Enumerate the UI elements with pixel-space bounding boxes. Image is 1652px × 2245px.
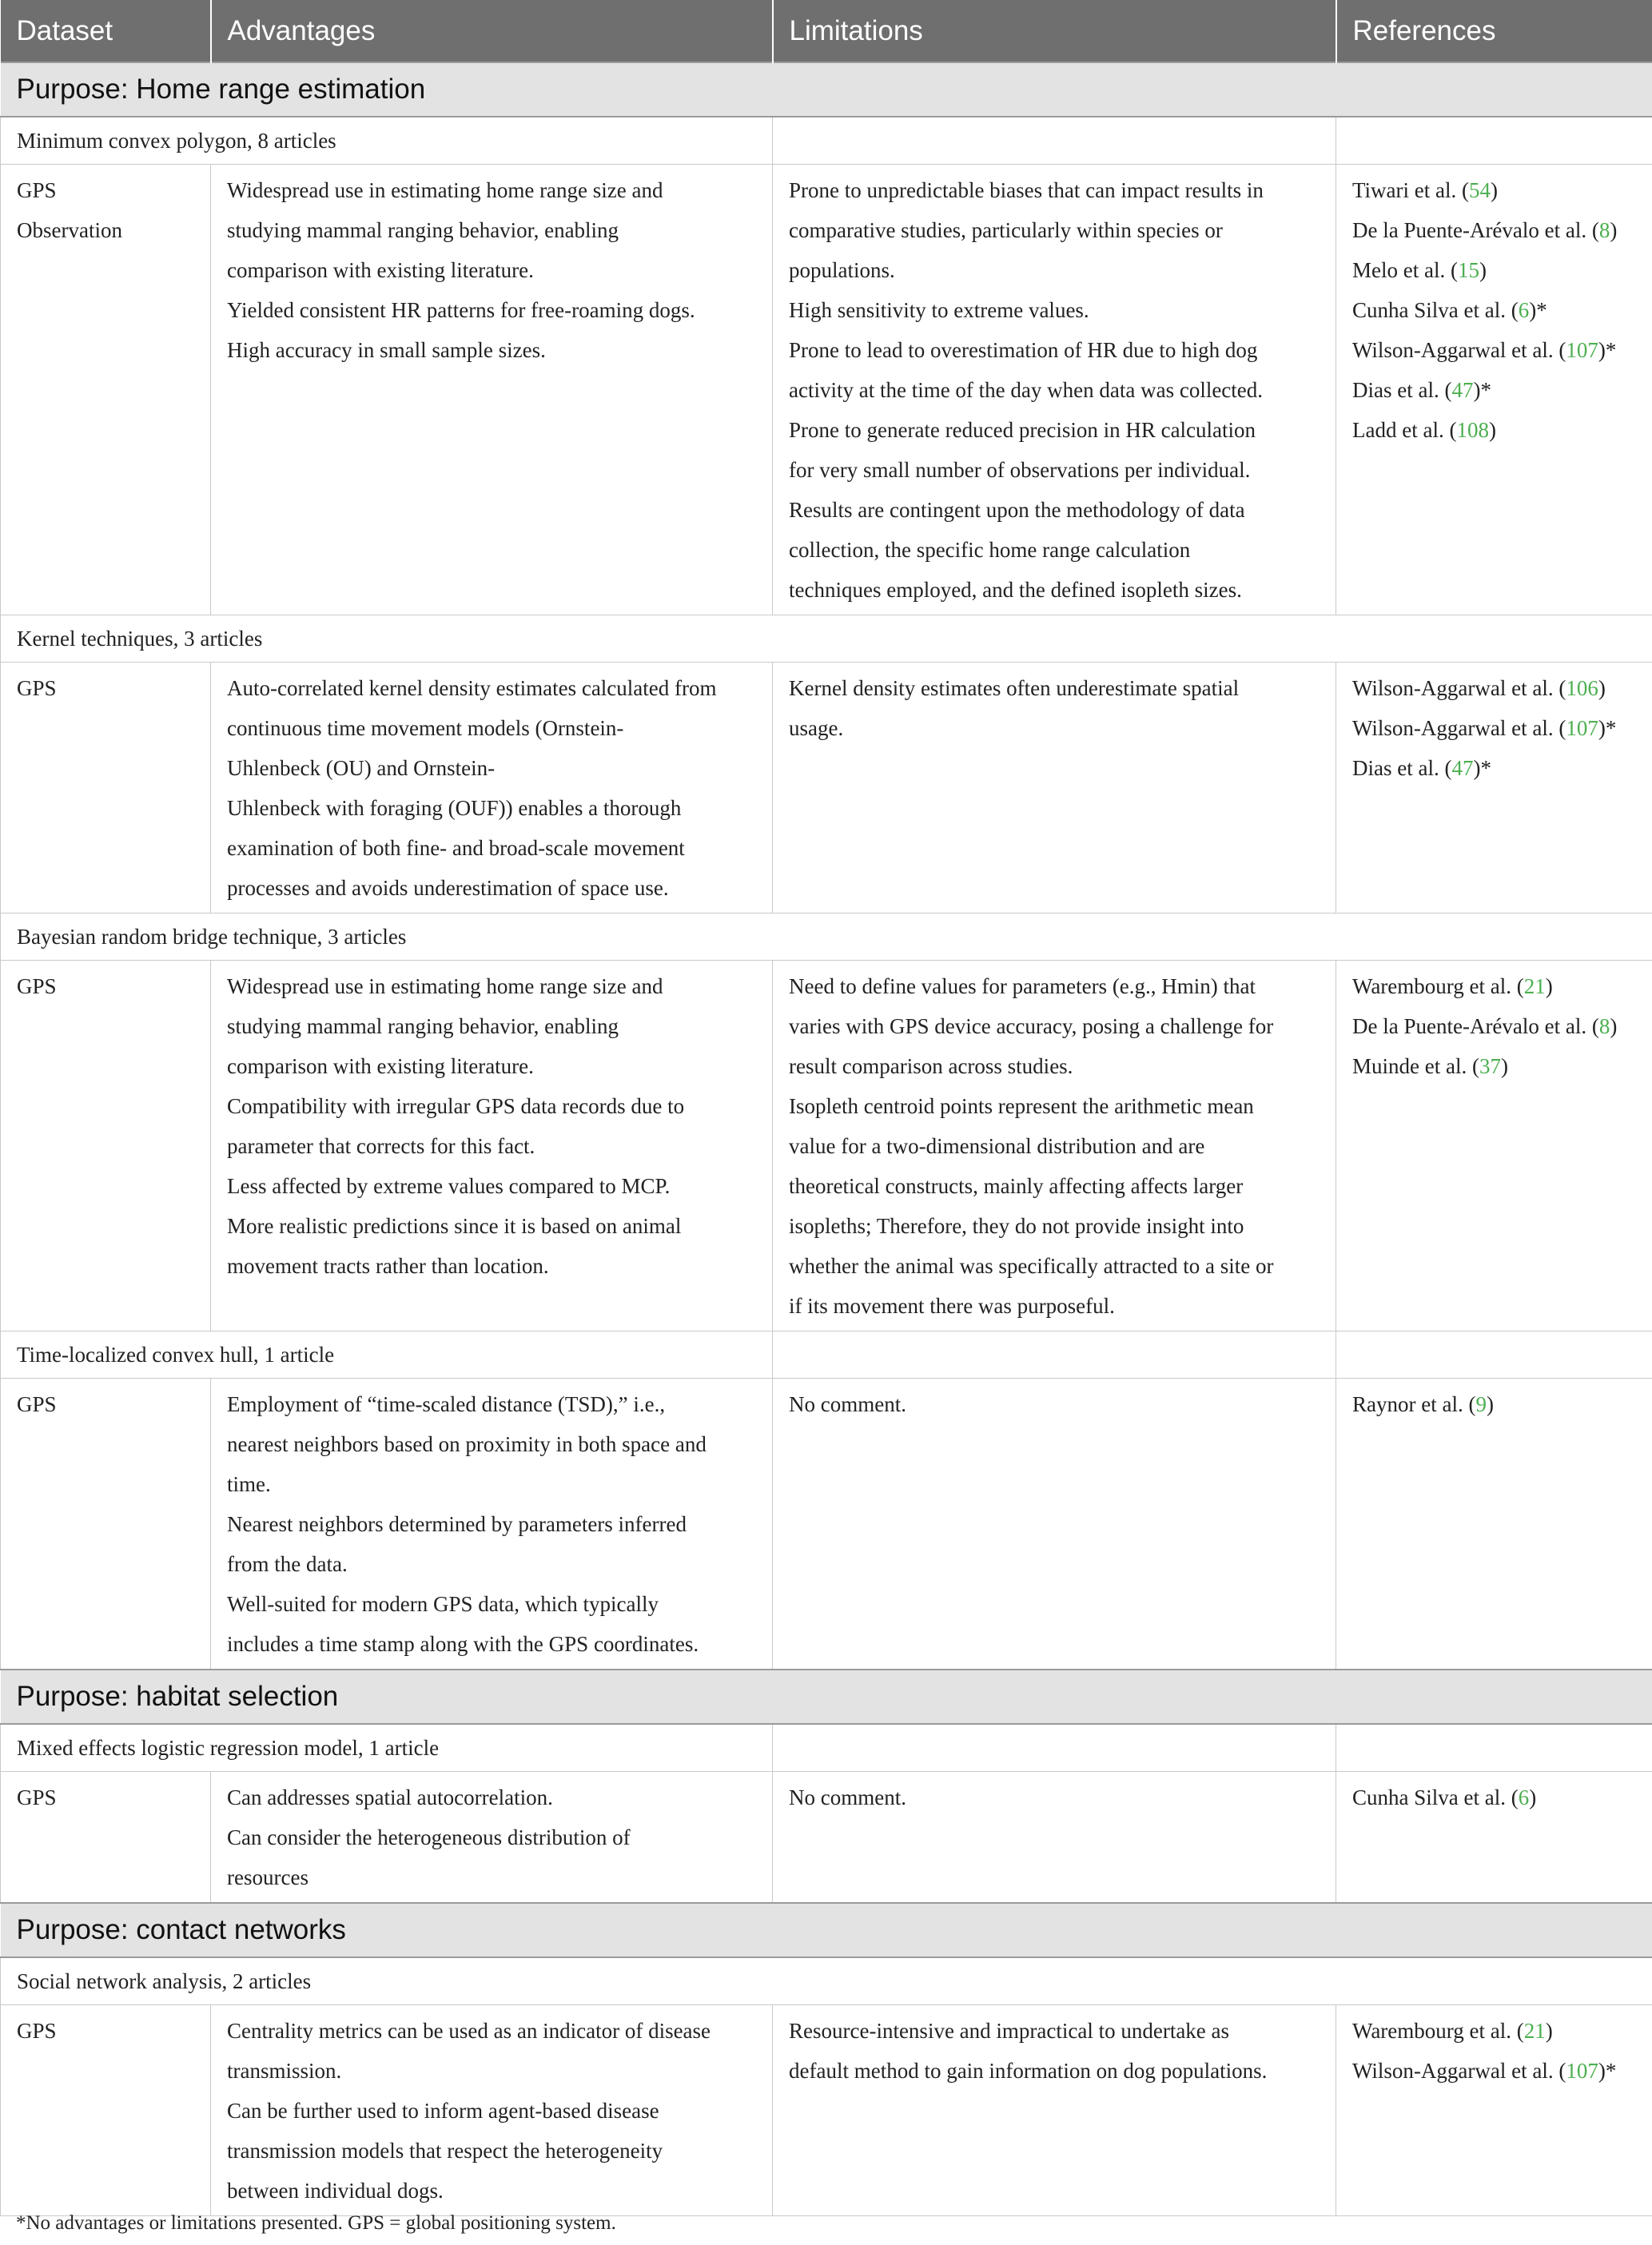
advantage-line: Can addresses spatial autocorrelation.	[227, 1785, 553, 1809]
advantage-line: comparison with existing literature.	[227, 1054, 534, 1078]
reference-entry: Wilson-Aggarwal et al. (106)	[1352, 676, 1606, 700]
reference-author: Wilson-Aggarwal et al.	[1352, 338, 1554, 362]
method-row	[1, 615, 1652, 663]
limitation-line: High sensitivity to extreme values.	[789, 298, 1089, 322]
limitation-line: result comparison across studies.	[789, 1054, 1073, 1078]
advantage-line: Yielded consistent HR patterns for free-roaming dogs.	[227, 298, 695, 322]
header-advantages: Advantages	[211, 0, 773, 62]
advantage-line: continuous time movement models (Ornstein-	[227, 716, 624, 740]
method-empty-cell	[1336, 1331, 1652, 1379]
reference-author: Ladd et al.	[1352, 418, 1444, 442]
advantage-line: Nearest neighbors determined by parameters inferred	[227, 1512, 687, 1536]
advantage-line: time.	[227, 1472, 271, 1496]
limitation-line: whether the animal was specifically attracted to a site or	[789, 1254, 1274, 1278]
limitation-line: Need to define values for parameters (e.g., Hmin) that	[789, 974, 1256, 998]
references-cell	[1336, 165, 1652, 615]
limitations-cell	[773, 961, 1336, 1331]
advantage-line: resources	[227, 1865, 309, 1889]
reference-entry: Wilson-Aggarwal et al. (107)*	[1352, 338, 1617, 362]
limitation-line: varies with GPS device accuracy, posing a challenge for	[789, 1014, 1274, 1038]
reference-entry: Wilson-Aggarwal et al. (107)*	[1352, 2059, 1617, 2083]
purpose-label: Purpose: contact networks	[1, 1903, 1652, 1957]
method-name: Social network analysis, 2 articles	[1, 1957, 1652, 2005]
references-cell	[1336, 663, 1652, 914]
limitation-line: No comment.	[789, 1392, 906, 1416]
advantage-line: Compatibility with irregular GPS data records due to	[227, 1094, 685, 1118]
advantage-line: More realistic predictions since it is based on animal	[227, 1214, 682, 1238]
method-empty-cell	[1336, 1724, 1652, 1772]
reference-author: Dias et al.	[1352, 756, 1439, 780]
purpose-label: Purpose: habitat selection	[1, 1670, 1652, 1724]
advantage-line: examination of both fine- and broad-scale movement	[227, 836, 685, 860]
reference-author: Cunha Silva et al.	[1352, 1785, 1506, 1809]
reference-entry: De la Puente-Arévalo et al. (8)	[1352, 218, 1618, 242]
method-empty-cell	[773, 1331, 1336, 1379]
purpose-row	[1, 1670, 1652, 1724]
limitations-cell	[773, 663, 1336, 914]
limitation-line: isopleths; Therefore, they do not provide insight into	[789, 1214, 1244, 1238]
advantage-line: studying mammal ranging behavior, enabling	[227, 1014, 619, 1038]
reference-author: Wilson-Aggarwal et al.	[1352, 676, 1554, 700]
reference-author: Dias et al.	[1352, 378, 1439, 402]
reference-entry: Dias et al. (47)*	[1352, 756, 1491, 780]
method-empty-cell	[773, 117, 1336, 165]
table-row	[1, 2005, 1652, 2216]
method-empty-cell	[773, 1724, 1336, 1772]
dataset-line: Observation	[17, 218, 122, 242]
limitation-line: populations.	[789, 258, 895, 282]
reference-entry: Warembourg et al. (21)	[1352, 974, 1553, 998]
limitation-line: comparative studies, particularly within species or	[789, 218, 1223, 242]
reference-star: *	[1605, 338, 1617, 362]
purpose-label: Purpose: Home range estimation	[1, 62, 1652, 117]
dataset-line: GPS	[17, 1392, 57, 1416]
limitation-line: Kernel density estimates often underestimate spatial	[789, 676, 1240, 700]
dataset-cell	[1, 2005, 211, 2216]
advantage-line: comparison with existing literature.	[227, 258, 534, 282]
table-row	[1, 1379, 1652, 1670]
reference-entry: Warembourg et al. (21)	[1352, 2019, 1553, 2043]
reference-author: Tiwari et al.	[1352, 178, 1457, 202]
citation-link: 21	[1523, 974, 1546, 998]
advantage-line: Uhlenbeck (OU) and Ornstein-	[227, 756, 496, 780]
limitations-cell	[773, 165, 1336, 615]
table-row	[1, 663, 1652, 914]
advantage-line: Employment of “time-scaled distance (TSD),” i.e.,	[227, 1392, 666, 1416]
method-name: Time-localized convex hull, 1 article	[1, 1331, 773, 1379]
advantages-cell	[211, 165, 773, 615]
references-cell	[1336, 961, 1652, 1331]
reference-entry: Cunha Silva et al. (6)	[1352, 1785, 1537, 1809]
reference-star: *	[1536, 298, 1547, 322]
citation-link: 6	[1518, 1785, 1530, 1809]
advantage-line: Uhlenbeck with foraging (OUF)) enables a thorough	[227, 796, 682, 820]
limitation-line: Prone to unpredictable biases that can impact results in	[789, 178, 1264, 202]
advantage-line: from the data.	[227, 1552, 348, 1576]
advantages-cell	[211, 961, 773, 1331]
reference-entry: Muinde et al. (37)	[1352, 1054, 1508, 1078]
citation-link: 107	[1566, 2059, 1598, 2083]
citation-link: 54	[1469, 178, 1491, 202]
citation-link: 107	[1566, 716, 1598, 740]
dataset-cell	[1, 961, 211, 1331]
reference-star: *	[1480, 756, 1491, 780]
reference-author: Raynor et al.	[1352, 1392, 1463, 1416]
reference-author: Warembourg et al.	[1352, 2019, 1512, 2043]
reference-author: De la Puente-Arévalo et al.	[1352, 1014, 1587, 1038]
advantage-line: Widespread use in estimating home range size and	[227, 974, 663, 998]
method-name: Minimum convex polygon, 8 articles	[1, 117, 773, 165]
advantage-line: High accuracy in small sample sizes.	[227, 338, 546, 362]
limitations-cell	[773, 1379, 1336, 1670]
limitation-line: activity at the time of the day when data was collected.	[789, 378, 1264, 402]
advantage-line: movement tracts rather than location.	[227, 1254, 549, 1278]
reference-star: *	[1480, 378, 1491, 402]
dataset-line: GPS	[17, 2019, 57, 2043]
advantage-line: Less affected by extreme values compared to MCP.	[227, 1174, 671, 1198]
method-name: Bayesian random bridge technique, 3 articles	[1, 914, 1652, 961]
limitation-line: usage.	[789, 716, 844, 740]
header-references: References	[1336, 0, 1652, 62]
reference-entry: Melo et al. (15)	[1352, 258, 1487, 282]
purpose-row	[1, 62, 1652, 117]
references-cell	[1336, 2005, 1652, 2216]
method-name: Mixed effects logistic regression model, 1 article	[1, 1724, 773, 1772]
purpose-row	[1, 1903, 1652, 1957]
header-row	[1, 0, 1652, 62]
header-limitations: Limitations	[773, 0, 1336, 62]
advantages-cell	[211, 1379, 773, 1670]
advantage-line: transmission models that respect the heterogeneity	[227, 2139, 663, 2163]
reference-author: Melo et al.	[1352, 258, 1446, 282]
dataset-line: GPS	[17, 974, 57, 998]
method-empty-cell	[1336, 117, 1652, 165]
limitation-line: for very small number of observations per individual.	[789, 458, 1251, 482]
table-row	[1, 165, 1652, 615]
reference-entry: Tiwari et al. (54)	[1352, 178, 1498, 202]
advantage-line: Auto-correlated kernel density estimates calculated from	[227, 676, 717, 700]
reference-star: *	[1605, 716, 1617, 740]
advantages-cell	[211, 2005, 773, 2216]
limitation-line: theoretical constructs, mainly affecting affects larger	[789, 1174, 1244, 1198]
limitations-cell	[773, 2005, 1336, 2216]
advantage-line: transmission.	[227, 2059, 342, 2083]
citation-link: 9	[1475, 1392, 1487, 1416]
advantage-line: Can be further used to inform agent-based disease	[227, 2099, 659, 2123]
citation-link: 47	[1451, 756, 1474, 780]
reference-author: De la Puente-Arévalo et al.	[1352, 218, 1587, 242]
advantage-line: parameter that corrects for this fact.	[227, 1134, 535, 1158]
limitation-line: Prone to generate reduced precision in HR calculation	[789, 418, 1256, 442]
citation-link: 107	[1566, 338, 1598, 362]
dataset-cell	[1, 1379, 211, 1670]
reference-entry: De la Puente-Arévalo et al. (8)	[1352, 1014, 1618, 1038]
references-cell	[1336, 1772, 1652, 1904]
advantage-line: Widespread use in estimating home range size and	[227, 178, 663, 202]
citation-link: 47	[1451, 378, 1474, 402]
references-cell	[1336, 1379, 1652, 1670]
advantage-line: Well-suited for modern GPS data, which typically	[227, 1592, 659, 1616]
advantage-line: studying mammal ranging behavior, enabling	[227, 218, 619, 242]
citation-link: 37	[1479, 1054, 1501, 1078]
reference-entry: Raynor et al. (9)	[1352, 1392, 1494, 1416]
advantage-line: includes a time stamp along with the GPS coordinates.	[227, 1632, 699, 1656]
citation-link: 21	[1523, 2019, 1546, 2043]
dataset-line: GPS	[17, 1785, 57, 1809]
limitation-line: Resource-intensive and impractical to undertake as	[789, 2019, 1230, 2043]
method-row	[1, 117, 1652, 165]
footnote: *No advantages or limitations presented. GPS = global positioning system.	[16, 2212, 616, 2234]
limitation-line: value for a two-dimensional distribution and are	[789, 1134, 1205, 1158]
dataset-line: GPS	[17, 676, 57, 700]
advantage-line: between individual dogs.	[227, 2179, 444, 2203]
citation-link: 106	[1566, 676, 1598, 700]
method-row	[1, 1957, 1652, 2005]
dataset-cell	[1, 663, 211, 914]
advantage-line: nearest neighbors based on proximity in both space and	[227, 1432, 707, 1456]
method-row	[1, 1724, 1652, 1772]
reference-author: Warembourg et al.	[1352, 974, 1512, 998]
reference-entry: Dias et al. (47)*	[1352, 378, 1491, 402]
limitation-line: default method to gain information on dog populations.	[789, 2059, 1268, 2083]
limitation-line: techniques employed, and the defined isopleth sizes.	[789, 578, 1242, 602]
method-row	[1, 1331, 1652, 1379]
reference-star: *	[1605, 2059, 1617, 2083]
citation-link: 8	[1598, 1014, 1610, 1038]
advantages-cell	[211, 1772, 773, 1904]
table-row	[1, 961, 1652, 1331]
reference-entry: Ladd et al. (108)	[1352, 418, 1496, 442]
limitation-line: Isopleth centroid points represent the arithmetic mean	[789, 1094, 1254, 1118]
limitation-line: Prone to lead to overestimation of HR due to high dog	[789, 338, 1258, 362]
advantage-line: processes and avoids underestimation of space use.	[227, 876, 669, 900]
citation-link: 8	[1598, 218, 1610, 242]
limitation-line: No comment.	[789, 1785, 906, 1809]
method-row	[1, 914, 1652, 961]
limitation-line: if its movement there was purposeful.	[789, 1294, 1115, 1318]
dataset-cell	[1, 165, 211, 615]
table-body	[1, 62, 1652, 2216]
reference-author: Muinde et al.	[1352, 1054, 1467, 1078]
method-name: Kernel techniques, 3 articles	[1, 615, 1652, 663]
limitations-cell	[773, 1772, 1336, 1904]
citation-link: 108	[1456, 418, 1489, 442]
advantages-cell	[211, 663, 773, 914]
reference-author: Cunha Silva et al.	[1352, 298, 1506, 322]
dataset-line: GPS	[17, 178, 57, 202]
header-dataset: Dataset	[1, 0, 211, 62]
reference-entry: Cunha Silva et al. (6)*	[1352, 298, 1547, 322]
citation-link: 6	[1518, 298, 1530, 322]
advantage-line: Centrality metrics can be used as an indicator of disease	[227, 2019, 711, 2043]
limitation-line: Results are contingent upon the methodology of data	[789, 498, 1245, 522]
dataset-cell	[1, 1772, 211, 1904]
advantage-line: Can consider the heterogeneous distribution of	[227, 1825, 631, 1849]
citation-link: 15	[1457, 258, 1479, 282]
table-row	[1, 1772, 1652, 1904]
reference-entry: Wilson-Aggarwal et al. (107)*	[1352, 716, 1617, 740]
reference-author: Wilson-Aggarwal et al.	[1352, 2059, 1554, 2083]
reference-author: Wilson-Aggarwal et al.	[1352, 716, 1554, 740]
limitation-line: collection, the specific home range calculation	[789, 538, 1191, 562]
